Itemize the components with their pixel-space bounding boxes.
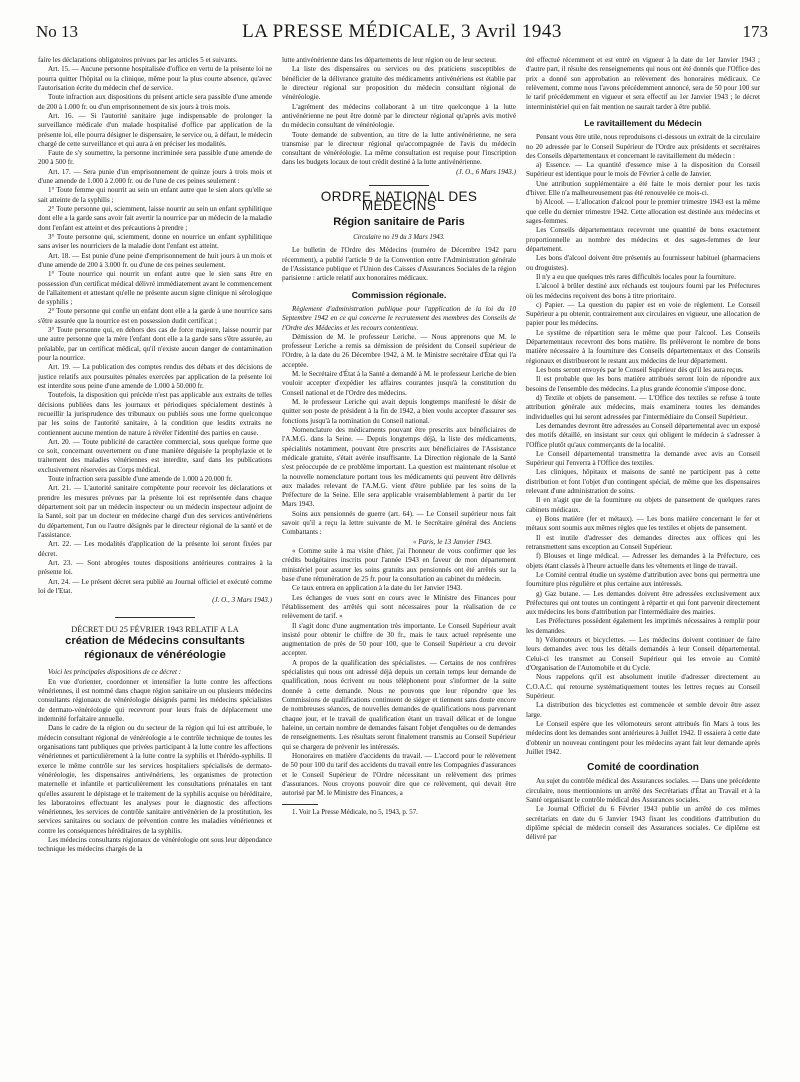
paragraph: Le bulletin de l'Ordre des Médecins (numéro de Décembre 1942 paru récemment), a publié l'article 9 de la Convention entre l'Administration générale de l'Assistance publique et l'Union des Caisses d'Assurances Sociales de la région parisienne : article relatif aux honoraires médicaux. (282, 246, 516, 283)
paragraph: Toute demande de subvention, au titre de la lutte antivénérienne, ne sera transmise par le directeur régional qu'accompagnée de l'avis du médecin consultant de vénéréologie. La même consultation est requise pour l'inscription dans les budgets locaux de tout crédit destiné à la lutte antivénérienne. (282, 130, 516, 167)
paragraph: g) Gaz butane. — Les demandes doivent être adressées exclusivement aux Préfectures qui ont toutes un contingent à répartir et qui font parvenir directement aux médecins les bons d'attribution par l'intermédiaire des mairies. (526, 589, 760, 617)
section-divider (369, 185, 429, 186)
paragraph: Les médecins consultants régionaux de vénéréologie ont sous leur dépendance technique les médecins chargés de la (38, 836, 272, 854)
paragraph: Les demandes devront être adressées au Conseil départemental avec un exposé des motifs détaillé, en insistant sur ceux qui obligent le médecin à s'adresser à l'Office plutôt qu'aux commerçants de la localité. (526, 421, 760, 449)
column-middle (282, 56, 516, 1074)
paragraph: Ce taux entrera en application à la date du 1er Janvier 1943. (292, 584, 463, 593)
article-19: Art. 19. — La publication des comptes rendus des débats et des décisions de justice relatifs aux poursuites pénales exercées par application de la présente loi est interdite sous peine d'une amende de 1.000 à 50.000 fr. (38, 363, 272, 390)
letter-dateline: « Paris, le 13 Janvier 1943. (412, 537, 492, 546)
paragraph: Le Conseil espère que les vélomoteurs seront attribués fin Mars à tous les médecins dont les demandes sont antérieures à Juillet 1942. Il essaiera à cette date d'obtenir un nouveau contingent pour les médecins ayant fait leur demande après Juillet 1942. (526, 719, 760, 756)
issue-number: No 13 (36, 22, 79, 41)
paragraph: Nomenclature des médicaments pouvant être prescrits aux bénéficiaires de l'A.M.G. dans la Seine. — Depuis longtemps déjà, la liste des médicaments, spécialités notamment, pouvant être prescrits aux bénéficiaires de l'Assistance médicale gratuite, s'était avérée insuffisante. La Direction régionale de la Santé s'est préoccupée de ce problème important. La question est maintenant résolue et la nouvelle nomenclature portant tous les médicaments qui peuvent être délivrés aux malades relevant de l'A.M.G. vient d'être publiée par les soins de la Préfecture de la Seine. Elle sera applicable vraisemblablement à partir du 1er Mars 1943. (282, 425, 516, 509)
journal-title: LA PRESSE MÉDICALE, 3 Avril 1943 (242, 21, 562, 42)
article-17: Art. 17. — Sera punie d'un emprisonnement de quinze jours à trois mois et d'une amende de 1.000 à 2.000 fr. ou de l'une de ces peines seulement : (38, 167, 272, 186)
section-title-ordre: ORDRE NATIONAL DES MÉDECINS (320, 189, 478, 214)
columns (38, 56, 764, 1074)
article-22: Art. 22. — Les modalités d'application de la présente loi seront fixées par décret. (38, 540, 272, 558)
decree-heading: DÉCRET DU 25 FÉVRIER 1943 RELATIF A LA (71, 625, 239, 635)
article-18: Art. 18. — Est punie d'une peine d'emprisonnement de huit jours à un mois et d'une amende de 200 à 3.000 fr. ou d'une de ces peines seulement. (38, 251, 272, 269)
paragraph: Toutefois, la disposition qui précède n'est pas applicable aux extraits de telles décisions publiées dans les journaux et périodiques spécialement destinés à recueillir la jurisprudence des tribunaux ou publiés sous une forme quelconque par les soins de l'autorité sanitaire, à la condition que lesdits extraits ne contiennent aucune mention de nature à révéler l'identité des parties en cause. (38, 391, 272, 437)
paragraph: Honoraires en matière d'accidents du travail. — L'accord pour le relèvement de 50 pour 100 du tarif des accidents du travail entre les Compagnies d'assurances et le Conseil Supérieur de l'Ordre nécessitant un relèvement des primes d'assurances. Nous croyons pouvoir dire que ce relèvement, qui devait être autorisé par M. le Ministre des Finances, a (282, 751, 516, 798)
paragraph: faire les déclarations obligatoires prévues par les articles 5 et suivants. (38, 56, 238, 64)
paragraph: Toute infraction aux dispositions du présent article sera passible d'une amende de 200 à 1.000 fr. ou d'un emprisonnement de six jours à trois mois. (38, 93, 272, 111)
paragraph: Au sujet du contrôle médical des Assurances sociales. — Dans une précédente circulaire, nous mentionnions un arrêté des Secrétariats d'État au Travail et à la Santé organisant le contrôle médical des Assurances sociales. (526, 777, 760, 805)
circular-reference: Circulaire no 19 du 3 Mars 1943. (353, 234, 445, 241)
paragraph: d) Textile et objets de pansement. — L'Office des textiles se refuse à toute attribution générale aux médecins, mais examinera toutes les demandes individuelles qui lui seront adressées par l'intermédiaire du Conseil Supérieur. (526, 393, 760, 421)
paragraph: Il n'y a eu que quelques très rares difficultés locales pour la fourniture. (536, 272, 736, 281)
section-heading-ravitaillement: Le ravitaillement du Médecin (584, 117, 702, 128)
page-header (36, 22, 768, 48)
source-reference: (J. O., 3 Mars 1943.) (212, 596, 272, 605)
paragraph: Les Conseils départementaux recevront une quantité de bons exactement proportionnelle au nombre des médecins et des sages-femmes de leur département. (526, 226, 760, 253)
section-heading-commission: Commission régionale. (351, 289, 447, 300)
paragraph: L'agrément des médecins collaborant à un titre quelconque à la lutte antivénérienne ne peut être donné par le directeur régional qu'après avis motivé du médecin consultant de vénéréologie. (282, 102, 516, 130)
list-item: 3° Toute personne qui, en dehors des cas de force majeure, laisse nourrir par une autre personne que la mère l'enfant dont elle a la garde sans s'être assurée, au préalable, par un certificat médical, qu'il n'existe aucun danger de contamination pour la nourrice. (38, 326, 272, 362)
source-reference: (J. O., 6 Mars 1943.) (456, 167, 516, 176)
paragraph: Il s'agit donc d'une augmentation très importante. Le Conseil Supérieur avait insisté pour obtenir le chiffre de 30 fr., mais le taux actuel représente une augmentation de près de 50 pour 100, que le Conseil Supérieur a cru devoir accepter. (282, 621, 516, 658)
article-20: Art. 20. — Toute publicité de caractère commercial, sous quelque forme que ce soit, concernant ouvertement ou d'une manière déguisée la prophylaxie et le traitement des maladies vénériennes est interdite, sauf dans les publications exclusivement réservées au Corps médical. (38, 437, 272, 474)
paragraph: h) Vélomoteurs et bicyclettes. — Les médecins doivent continuer de faire leurs demandes avec tous les détails demandés à leur Conseil départemental. Celui-ci les transmet au Conseil Supérieur qui les envoie au Comité d'Organisation de l'Automobile et du Cycle. (526, 636, 760, 672)
column-left (38, 56, 272, 1074)
paragraph: Il est probable que les bons matière attribués seront loin de répondre aux besoins de l'ensemble des médecins. La plus grande économie s'impose donc. (526, 375, 760, 393)
list-item: 2° Toute personne qui confie un enfant dont elle a la garde à une nourrice sans s'être assurée que la nourrice est en possession dudit certificat ; (38, 307, 272, 325)
paragraph: Il est inutile d'adresser des demandes directes aux offices qui les retransmettent sans exception au Conseil Supérieur. (526, 533, 760, 551)
paragraph: Les Préfectures possèdent également les imprimés nécessaires à remplir pour les demandes. (526, 617, 760, 635)
article-23: Art. 23. — Sont abrogées toutes dispositions antérieures contraires à la présente loi. (38, 558, 272, 577)
section-divider (115, 617, 195, 618)
paragraph: Une attribution supplémentaire a été faite le mois dernier pour les taxis d'hiver. Elle n'a malheureusement pas été renouvelée ce mois-ci. (526, 179, 760, 198)
paragraph: Le Conseil départemental transmettra la demande avec avis au Conseil Supérieur qui l'enverra à l'Office des textiles. (526, 449, 760, 468)
paragraph: Démission de M. le professeur Leriche. — Nous apprenons que M. le professeur Leriche a remis sa démission de président du Conseil supérieur de l'Ordre, à la date du 26 Décembre 1942, à M. le Ministre secrétaire d'État qui l'a acceptée. (282, 332, 516, 369)
paragraph: lutte antivénérienne dans les départements de leur région ou de leur secteur. (282, 56, 497, 64)
list-item: 1° Toute femme qui nourrit au sein un enfant autre que le sien alors qu'elle se sait atteinte de la syphilis ; (38, 186, 272, 204)
section-subtitle-region: Région sanitaire de Paris (333, 215, 465, 228)
article-21: Art. 21. — L'autorité sanitaire compétente pour recevoir les déclarations et prendre les mesures prévues par la présente loi est représentée dans chaque département soit par un médecin inspecteur ou un médecin inspecteur adjoint de la Santé, soit par un docteur en médecine chargé d'un des services antivénériens du département, l'un ou l'autre désignés par le directeur régional de la santé et de l'assistance. (38, 484, 272, 539)
paragraph: A propos de la qualification des spécialistes. — Certains de nos confrères spécialistes qui nous ont adressé déjà depuis un certain temps leur demande de qualification, nous écrivent ou nous téléphonent pour s'informer de la suite donnée à cette demande. Nous ne pouvons que leur répondre que les Commissions de qualifications continuent de siéger et tiennent sans doute encore de nombreuses séances, de nouvelles demandes de qualifications nous parvenant chaque jour, et le travail de qualification étant un travail délicat et de longue haleine, un certain nombre de demandes faisant l'objet d'enquêtes ou de demandes de renseignements. Les résultats seront finalement transmis au Conseil Supérieur qui se chargera de prévenir les intéressés. (282, 658, 516, 751)
paragraph: Dans le cadre de la région ou du secteur de la région qui lui est attribuée, le médecin consultant régional de vénéréologie a le contrôle technique de toutes les organisations tant publiques que privées participant à la lutte contre les affections vénériennes et particulièrement à la lutte contre la syphilis et l'hérédo-syphilis. Il exerce le même contrôle sur les services hospitaliers spécialisés de dermato-vénéréologie, les dispensaires antivénériens, les organismes de protection maternelle et infantile et particulièrement les consultations prénatales en tant qu'elles assurent le dépistage et le traitement de la syphilis acquise ou héréditaire, les laboratoires effectuant les analyses pour le diagnostic des affections vénériennes, les services de contrôle sanitaire antivénérien de la prostitution, les services sanitaires ou sociaux de prévention contre les maladies vénériennes et contre les conséquences héréditaires de la syphilis. (38, 724, 272, 835)
footnote-rule (282, 804, 318, 805)
paragraph: Nous rappelons qu'il est absolument inutile d'adresser directement au C.O.A.C. qui retourne systématiquement toutes les lettres reçues au Conseil Supérieur. (526, 673, 760, 700)
paragraph: La liste des dispensaires ou services ou des praticiens susceptibles de bénéficier de la délivrance gratuite des médicaments antivénériens est établie par le directeur régional sur proposition du médecin consultant régional de vénéréologie. (282, 65, 516, 102)
article-15: Art. 15. — Aucune personne hospitalisée d'office en vertu de la présente loi ne pourra quitter l'hôpital ou la clinique, même pour la plus courte absence, qu'avec l'autorisation écrite du médecin chef de service. (38, 65, 272, 92)
paragraph: Règlement d'administration publique pour l'application de la loi du 10 Septembre 1942 en ce qui concerne le recrutement des membres des Conseils de l'Ordre des Médecins et les recours contentieux. (282, 304, 516, 332)
footnote: 1. Voir La Presse Médicale, no 5, 1943, p. 57. (292, 809, 418, 817)
paragraph: « Comme suite à ma visite d'hier, j'ai l'honneur de vous confirmer que les crédits budgétaires inscrits pour l'année 1943 en faveur de mon département ministériel pour assurer les soins gratuits aux pensionnés ont été arrêtés sur la base d'une rémunération de 25 fr. pour la consultation au cabinet du médecin. (282, 547, 516, 583)
paragraph: e) Bons matière (fer et métaux). — Les bons matière concernant le fer et métaux sont soumis aux mêmes règles que les textiles et objets de pansement. (526, 515, 760, 533)
paragraph: f) Blouses et linge médical. — Adresser les demandes à la Préfecture, ces objets étant classés à l'heure actuelle dans les vêtements et linge de travail. (526, 552, 760, 570)
paragraph: Les échanges de vues sont en cours avec le Ministre des Finances pour l'établissement des arrêtés qui sont nécessaires pour la réalisation de ce relèvement de tarif. » (282, 593, 516, 621)
paragraph: L'alcool à brûler destiné aux réchauds est toujours fourni par les Préfectures où les médecins reçoivent des bons à titre prioritaire. (526, 282, 760, 300)
paragraph: a) Essence. — La quantité d'essence mise à la disposition du Conseil Supérieur est identique pour le mois de Février à celle de Janvier. (526, 161, 760, 179)
paragraph: Toute infraction sera passible d'une amende de 1.000 à 20.000 fr. (48, 475, 233, 484)
section-heading-coordination: Comité de coordination (587, 762, 699, 774)
list-item: 3° Toute personne qui, sciemment, donne en nourrice un enfant syphilitique sans aviser les nourriciers de la maladie dont l'enfant est atteint. (38, 232, 272, 251)
paragraph: b) Alcool. — L'allocation d'alcool pour le premier trimestre 1943 est la même que celle du dernier trimestre 1942. Cette allocation est destinée aux médecins et sages-femmes. (526, 198, 760, 225)
paragraph: En vue d'orienter, coordonner et intensifier la lutte contre les affections vénériennes, il est nommé dans chaque région sanitaire un ou plusieurs médecins consultants régionaux de vénéréologie désignés parmi les médecins spécialistes de dermato-vénéréologie qui recevront pour leurs frais de déplacement une indemnité forfaitaire annuelle. (38, 677, 272, 723)
paragraph: c) Papier. — La question du papier est en voie de règlement. Le Conseil Supérieur a pu obtenir, contrairement aux circulaires en vigueur, une allocation de papier pour les médecins. (526, 300, 760, 328)
paragraph: Faute de s'y soumettre, la personne incriminée sera passible d'une amende de 200 à 500 fr. (38, 149, 272, 167)
decree-title: création de Médecins consultants régionaux de vénéréologie (65, 635, 245, 661)
paragraph: Le Journal Officiel du 6 Février 1943 publie un arrêté de ces mêmes secrétariats en date du 6 Janvier 1943 fixant les conditions d'attribution du diplôme spécial de médecin conseil des Assurances sociales. Ce diplôme est délivré par (526, 805, 760, 842)
page-number: 173 (742, 22, 768, 41)
article-24: Art. 24. — Le présent décret sera publié au Journal officiel et exécuté comme loi de l'Etat. (38, 577, 272, 595)
paragraph: Le système de répartition sera le même que pour l'alcool. Les Conseils Départementaux recevront des bons matière. Ils prélèveront le nombre de bons matière nécessaire à la fourniture des Conseils départementaux et des Conseils régionaux et distribueront le restant aux médecins de leur département. (526, 328, 760, 365)
list-item: 1° Toute nourrice qui nourrit un enfant autre que le sien sans être en possession d'un certificat médical délivré immédiatement avant le commencement de l'allaitement et attestant qu'elle ne présente aucun signe clinique ni sérologique de syphilis ; (38, 270, 272, 307)
paragraph: Soins aux pensionnés de guerre (art. 64). — Le Conseil supérieur nous fait savoir qu'il a reçu la lettre suivante de M. le Secrétaire général des Anciens Combattants : (282, 509, 516, 537)
paragraph: M. le Secrétaire d'État à la Santé a demandé à M. le professeur Leriche de bien vouloir accepter d'expédier les affaires courantes jusqu'à la constitution du Conseil national et de l'Ordre des médecins. (282, 370, 516, 397)
paragraph: M. le professeur Leriche qui avait depuis longtemps manifesté le désir de quitter son poste de président à la fin de 1942, a bien voulu accepter d'assurer ses fonctions jusqu'à la nomination du Conseil national. (282, 398, 516, 425)
list-item: 2° Toute personne qui, sciemment, laisse nourrir au sein un enfant syphilitique dont elle a la garde sans avoir fait avertir la nourrice par un médecin de la maladie dont l'enfant est atteint et des précautions à prendre ; (38, 205, 272, 232)
column-right (526, 56, 760, 1074)
paragraph: Il en n'agit que de la fourniture ou objets de pansement de quelques rares cabinets médicaux. (526, 496, 760, 514)
paragraph: Voici les principales dispositions de ce décret : (48, 668, 182, 677)
paragraph: Le Comité central étudie un système d'attribution avec bons qui permettra une fourniture plus régulière et plus certaine aux intéressés. (526, 570, 760, 589)
article-16: Art. 16. — Si l'autorité sanitaire juge indispensable de prolonger la surveillance médicale d'un malade hospitalisé d'office par application de la présente loi, elle pourra désigner le dispensaire, le service ou, à défaut, le médecin chargé de cette surveillance et qui aura à en préciser les modalités. (38, 111, 272, 148)
paragraph: La distribution des bicyclettes est commencée et semble devoir être assez large. (526, 701, 760, 719)
paragraph: été effectué récemment et est entré en vigueur à la date du 1er Janvier 1943 ; d'autre part, il résulte des renseignements qui nous ont été donnés que l'Office des prix a donné son approbation au relèvement des honoraires médicaux. Ce relèvement, comme nous l'avons précédemment annoncé, sera de 50 pour 100 sur le tarif précédemment en vigueur et sera effectif au 1er Janvier 1943 ; le décret interministériel qui en fait mention ne saurait tarder à être publié. (526, 56, 760, 111)
paragraph: Pensant vous être utile, nous reproduisons ci-dessous un extrait de la circulaire no 20 adressée par le Conseil Supérieur de l'Ordre aux présidents et secrétaires des Conseils départementaux et concernant le ravitaillement du médecin : (526, 133, 760, 160)
paragraph: Les cliniques, hôpitaux et maisons de santé ne participent pas à cette distribution et font l'objet d'un contingent spécial, de même que les dispensaires relevant d'une administration de soins. (526, 468, 760, 496)
paragraph: Les bons seront envoyés par le Conseil Supérieur dès qu'il les aura reçus. (536, 366, 744, 374)
paragraph: Les bons d'alcool doivent être présentés au fournisseur habituel (pharmaciens ou droguistes). (526, 254, 760, 272)
